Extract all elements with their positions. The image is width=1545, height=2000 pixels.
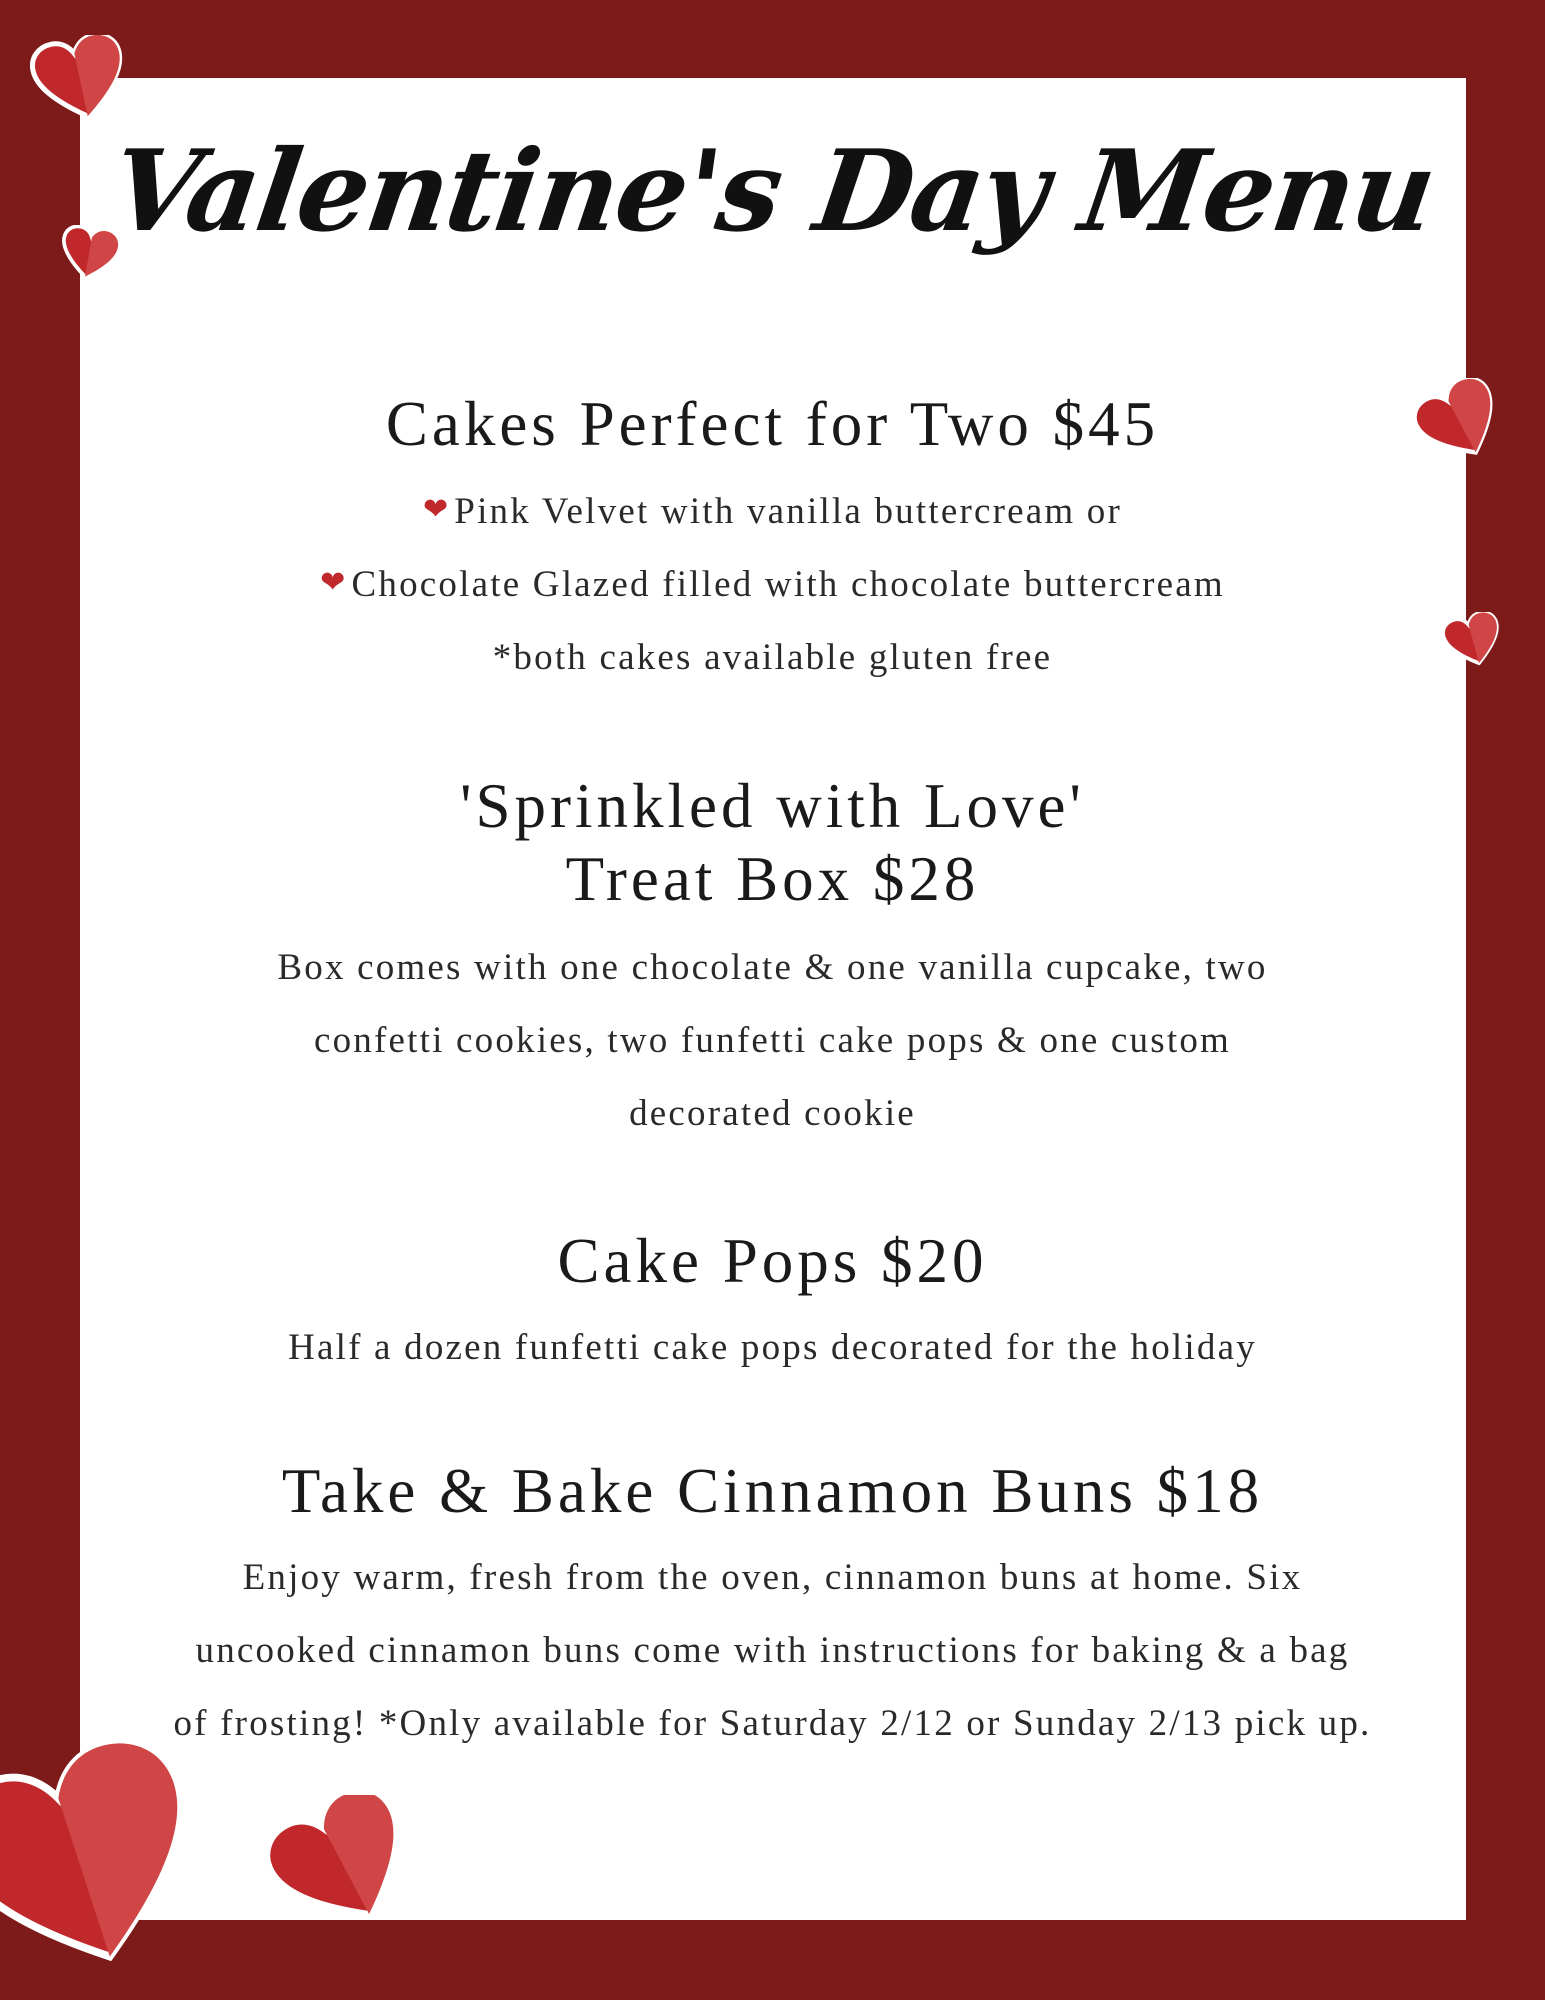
list-item-label: Chocolate Glazed filled with chocolate buttercream	[351, 564, 1225, 605]
description-line: Enjoy warm, fresh from the oven, cinnamon buns at home. Six	[242, 1557, 1303, 1598]
description-line: Half a dozen funfetti cake pops decorated for the holiday	[288, 1327, 1257, 1368]
description-line: Box comes with one chocolate & one vanilla cupcake, two	[277, 947, 1268, 988]
heart-icon: ❤	[320, 566, 348, 599]
description-line: uncooked cinnamon buns come with instructions for baking & a bag	[195, 1630, 1350, 1671]
menu-title: Valentine's Day Menu	[103, 126, 1442, 257]
section-heading-cake-pops: Cake Pops $20	[557, 1226, 988, 1296]
heart-icon: ❤	[422, 493, 451, 526]
heart-icon	[0, 1740, 210, 1990]
description-line: confetti cookies, two funfetti cake pops & one custom	[313, 1020, 1232, 1061]
section-heading-treat-box-line2: Treat Box $28	[565, 844, 980, 914]
section-heading-cakes: Cakes Perfect for Two $45	[385, 389, 1160, 459]
section-heading-cinnamon-buns: Take & Bake Cinnamon Buns $18	[281, 1456, 1264, 1526]
heart-icon	[30, 35, 130, 125]
section-heading-treat-box-line1: 'Sprinkled with Love'	[460, 771, 1085, 841]
heart-icon	[268, 1795, 418, 1935]
description-line: decorated cookie	[629, 1093, 916, 1134]
description-line: of frosting! *Only available for Saturday 2/12 or Sunday 2/13 pick up.	[173, 1703, 1372, 1744]
list-item	[0, 563, 1545, 607]
gluten-free-note: *both cakes available gluten free	[492, 637, 1053, 678]
list-item-label: Pink Velvet with vanilla buttercream or	[454, 491, 1123, 532]
list-item	[0, 490, 1545, 534]
